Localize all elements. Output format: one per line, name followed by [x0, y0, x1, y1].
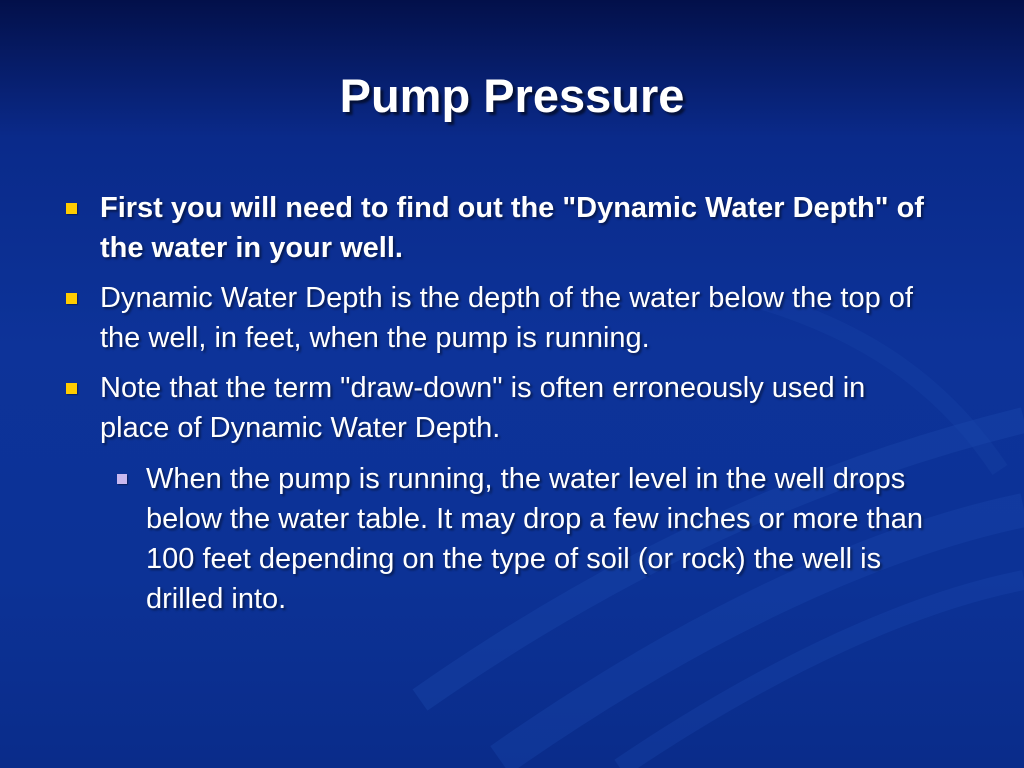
small-square-bullet-icon — [117, 474, 127, 484]
square-bullet-icon — [66, 293, 77, 304]
square-bullet-icon — [66, 383, 77, 394]
sub-bullet-item-1: When the pump is running, the water level in the well drops below the water table. It may drop a few inches or more than 100 feet depending on the type of soil (or rock) the well is drilled into. — [146, 463, 923, 615]
bullet-item-3: Note that the term "draw-down" is often erroneously used in place of Dynamic Water Depth. — [100, 372, 866, 444]
slide-title: Pump Pressure — [339, 69, 685, 122]
bullet-item-2: Dynamic Water Depth is the depth of the water below the top of the well, in feet, when the pump is running. — [100, 282, 913, 354]
bullet-item-1: First you will need to find out the "Dynamic Water Depth" of the water in your well. — [100, 192, 924, 264]
square-bullet-icon — [66, 203, 77, 214]
